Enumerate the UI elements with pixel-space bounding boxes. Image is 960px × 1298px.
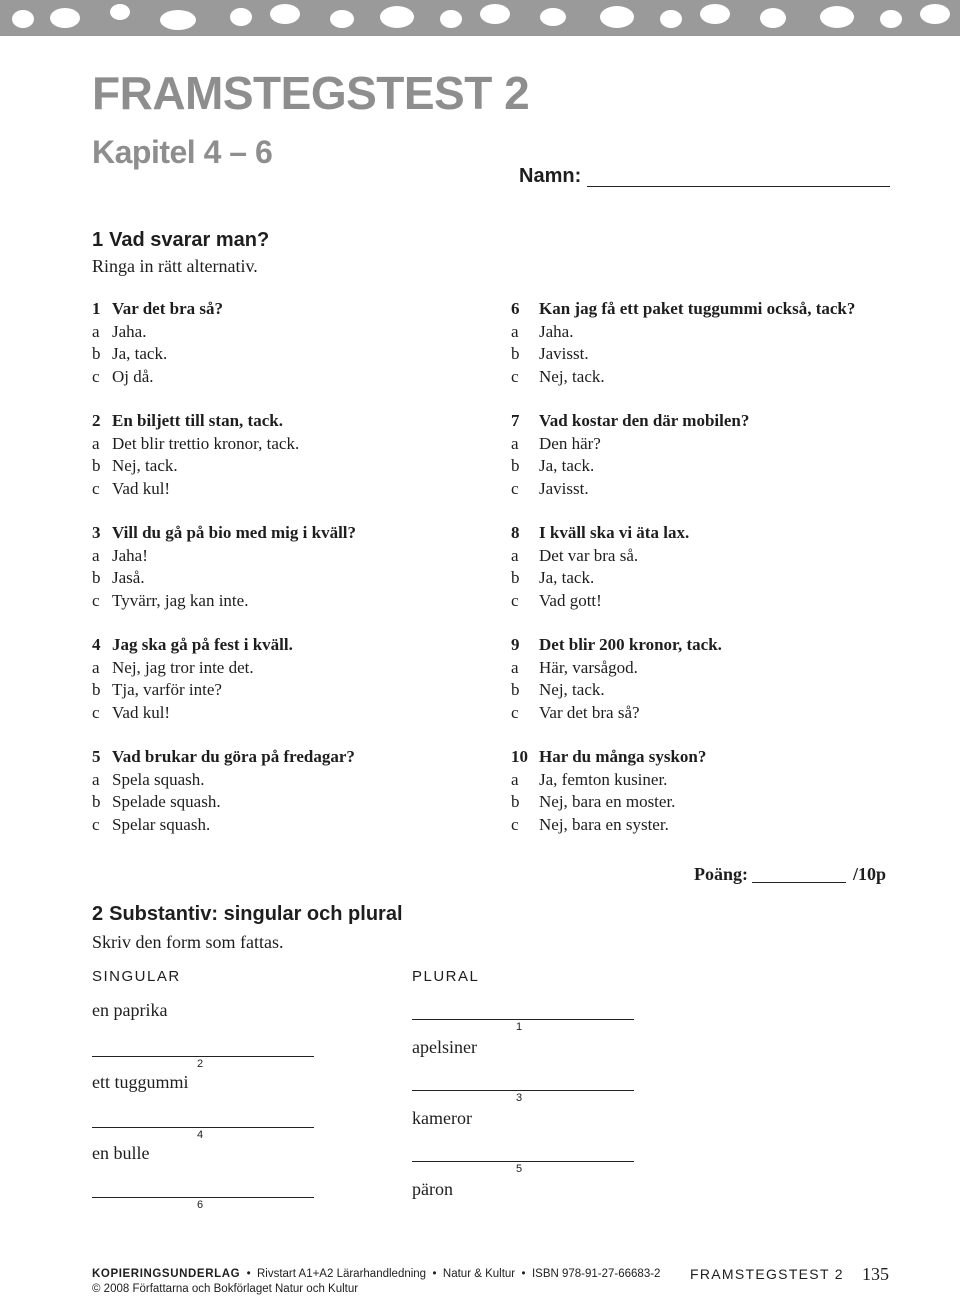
option-text: Spela squash. [112,769,205,789]
question-row [511,410,931,433]
question-row [92,634,512,657]
answer-option[interactable] [92,657,512,680]
option-letter: c [511,478,519,498]
option-text: Det var bra så. [539,545,639,565]
option-letter: a [92,321,100,341]
option-text: Vad kul! [112,702,171,722]
section2-instruction: Skriv den form som fattas. [92,932,284,952]
option-letter: b [92,568,101,587]
question-text: Vad brukar du göra på fredagar? [112,747,355,766]
line-number: 5 [516,1163,523,1175]
answer-line[interactable] [412,1019,634,1020]
decorative-dot [660,10,682,28]
option-text: Här, varsågod. [539,657,638,677]
option-text: Javisst. [539,344,589,363]
footer-separator: • [521,1268,526,1280]
option-text: Jaha. [539,321,574,341]
option-letter: c [92,702,100,722]
question-number: 2 [92,411,101,430]
footer-page-title: FRAMSTEGSTEST 2 [690,1266,844,1282]
decorative-dot [880,10,902,28]
section2-heading [92,903,403,926]
question-item [92,298,512,388]
question-item [511,298,931,388]
option-text: Ja, tack. [112,344,168,363]
question-text: Har du många syskon? [539,747,707,766]
section1-number: 1 [92,229,104,251]
option-text: Vad gott! [539,590,602,610]
option-letter: c [92,814,100,834]
option-letter: a [92,657,100,677]
answer-line[interactable] [412,1090,634,1091]
decorative-dot [540,8,566,26]
question-text: En biljett till stan, tack. [112,411,283,430]
answer-option[interactable] [92,321,512,344]
option-text: Nej, bara en syster. [539,814,669,834]
answer-option[interactable] [92,590,512,613]
answer-option[interactable] [92,366,512,389]
question-text: Vad kostar den där mobilen? [539,411,750,430]
section1-heading [92,229,269,252]
option-letter: c [511,366,519,386]
score-max: /10p [853,864,887,884]
option-letter: c [92,366,100,386]
option-text: Tja, varför inte? [112,680,222,699]
option-letter: b [511,344,520,363]
section2-number: 2 [92,903,104,925]
option-letter: a [92,545,100,565]
question-number: 5 [92,747,101,766]
option-text: Oj då. [112,366,154,386]
line-number: 2 [197,1058,204,1070]
answer-option[interactable] [511,343,931,366]
option-letter: b [511,456,520,475]
option-text: Ja, tack. [539,456,595,475]
question-text: Jag ska gå på fest i kväll. [112,635,293,654]
option-text: Nej, tack. [539,366,605,386]
question-item [511,410,931,500]
answer-option[interactable] [511,657,931,680]
answer-option[interactable] [511,366,931,389]
page-number: 135 [862,1264,889,1284]
footer-separator: • [432,1268,437,1280]
decorative-dot [440,10,462,28]
answer-option[interactable] [92,478,512,501]
answer-option[interactable] [511,791,931,814]
answer-option[interactable] [92,455,512,478]
top-decorative-band [0,0,960,36]
question-row [92,410,512,433]
decorative-dot [110,4,130,20]
option-text: Det blir trettio kronor, tack. [112,433,300,453]
option-letter: c [511,814,519,834]
answer-option[interactable] [92,791,512,814]
question-number: 6 [511,299,520,318]
footer-separator: • [246,1268,251,1280]
answer-option[interactable] [92,814,512,837]
section1-instruction: Ringa in rätt alternativ. [92,256,258,276]
questions-right-column [511,298,931,858]
option-text: Jaha. [112,321,147,341]
line-number: 3 [516,1092,523,1104]
option-text: Var det bra så? [539,702,640,722]
chapter-subtitle: Kapitel 4 – 6 [92,134,273,170]
option-text: Nej, bara en moster. [539,792,676,811]
option-letter: b [92,792,101,811]
option-letter: a [511,433,519,453]
decorative-dot [160,10,196,30]
option-text: Ja, tack. [539,568,595,587]
option-letter: b [511,792,520,811]
answer-option[interactable] [511,321,931,344]
answer-option[interactable] [511,433,931,456]
answer-option[interactable] [511,590,931,613]
answer-option[interactable] [511,545,931,568]
decorative-dot [480,4,510,24]
answer-option[interactable] [511,702,931,725]
question-number: 3 [92,523,101,542]
decorative-dot [12,10,34,28]
answer-option[interactable] [92,702,512,725]
answer-option[interactable] [511,814,931,837]
option-text: Jaså. [112,568,145,587]
answer-option[interactable] [511,455,931,478]
option-letter: c [511,590,519,610]
question-item [511,522,931,612]
question-text: Kan jag få ett paket tuggummi också, tack? [539,299,856,318]
question-text: Det blir 200 kronor, tack. [539,635,722,654]
option-letter: a [92,433,100,453]
answer-option[interactable] [92,679,512,702]
option-letter: c [511,702,519,722]
singular-word: en paprika [92,1000,168,1020]
plural-word: apelsiner [412,1037,477,1057]
answer-option[interactable] [92,545,512,568]
decorative-dot [920,4,950,24]
question-row [511,522,931,545]
decorative-dot [380,6,414,28]
section1-title: Vad svarar man? [109,229,270,251]
question-item [511,634,931,724]
footer-line [92,1268,660,1280]
answer-option[interactable] [92,769,512,792]
option-letter: c [92,478,100,498]
question-item [92,410,512,500]
option-text: Nej, jag tror inte det. [112,657,254,677]
answer-option[interactable] [92,567,512,590]
question-item [92,746,512,836]
singular-column-header: SINGULAR [92,968,181,985]
question-row [92,298,512,321]
line-number: 1 [516,1021,523,1033]
line-number: 6 [197,1199,204,1211]
decorative-dot [270,4,300,24]
option-letter: a [511,657,519,677]
score-label: Poäng: [694,864,748,884]
footer-copyright: © 2008 Författarna och Bokförlaget Natur och Kultur [92,1283,359,1295]
option-letter: a [92,769,100,789]
name-label: Namn: [519,165,582,187]
question-number: 4 [92,635,101,654]
question-item [92,634,512,724]
question-number: 8 [511,523,520,542]
option-letter: a [511,769,519,789]
footer-isbn: ISBN 978-91-27-66683-2 [531,1268,661,1280]
option-text: Den här? [539,433,601,453]
option-text: Jaha! [112,545,148,565]
option-text: Vad kul! [112,478,171,498]
decorative-dot [330,10,354,28]
option-text: Tyvärr, jag kan inte. [112,590,249,610]
answer-option[interactable] [92,433,512,456]
question-row [511,746,931,769]
option-text: Javisst. [539,478,589,498]
question-text: I kväll ska vi äta lax. [539,523,690,542]
option-letter: a [511,321,519,341]
plural-word: kameror [412,1108,472,1128]
singular-word: ett tuggummi [92,1072,189,1092]
option-text: Spelar squash. [112,814,211,834]
option-letter: b [92,456,101,475]
footer-label: KOPIERINGSUNDERLAG [92,1268,241,1280]
option-letter: a [511,545,519,565]
decorative-dot [50,8,80,28]
plural-column-header: PLURAL [412,968,480,985]
footer-publisher: Natur & Kultur [442,1268,516,1280]
question-row [511,298,931,321]
question-text: Var det bra så? [112,299,223,318]
option-text: Spelade squash. [112,792,221,811]
answer-option[interactable] [92,343,512,366]
decorative-dot [230,8,252,26]
questions-left-column [92,298,512,858]
answer-option[interactable] [511,769,931,792]
decorative-dot [600,6,634,28]
question-row [511,634,931,657]
option-letter: b [511,568,520,587]
question-text: Vill du gå på bio med mig i kväll? [112,523,357,542]
question-item [511,746,931,836]
answer-option[interactable] [511,679,931,702]
answer-line[interactable] [92,1127,314,1128]
question-number: 7 [511,411,520,430]
question-number: 1 [92,299,101,318]
section2-title: Substantiv: singular och plural [109,903,403,925]
page-title: FRAMSTEGSTEST 2 [92,67,530,119]
answer-line[interactable] [92,1056,314,1057]
question-row [92,522,512,545]
answer-line[interactable] [92,1197,314,1198]
option-text: Ja, femton kusiner. [539,769,668,789]
option-text: Nej, tack. [112,456,178,475]
option-letter: b [92,680,101,699]
question-row [92,746,512,769]
option-text: Nej, tack. [539,680,605,699]
option-letter: b [92,344,101,363]
score-field-line[interactable] [752,882,846,883]
name-field-line[interactable] [587,186,890,187]
question-number: 9 [511,635,520,654]
plural-word: päron [412,1179,453,1199]
decorative-dot [700,4,730,24]
option-letter: c [92,590,100,610]
answer-option[interactable] [511,567,931,590]
answer-line[interactable] [412,1161,634,1162]
answer-option[interactable] [511,478,931,501]
decorative-dot [820,6,854,28]
singular-word: en bulle [92,1143,150,1163]
option-letter: b [511,680,520,699]
question-item [92,522,512,612]
decorative-dot [760,8,786,28]
footer-book: Rivstart A1+A2 Lärarhandledning [256,1268,427,1280]
line-number: 4 [197,1129,204,1141]
question-number: 10 [511,747,528,766]
